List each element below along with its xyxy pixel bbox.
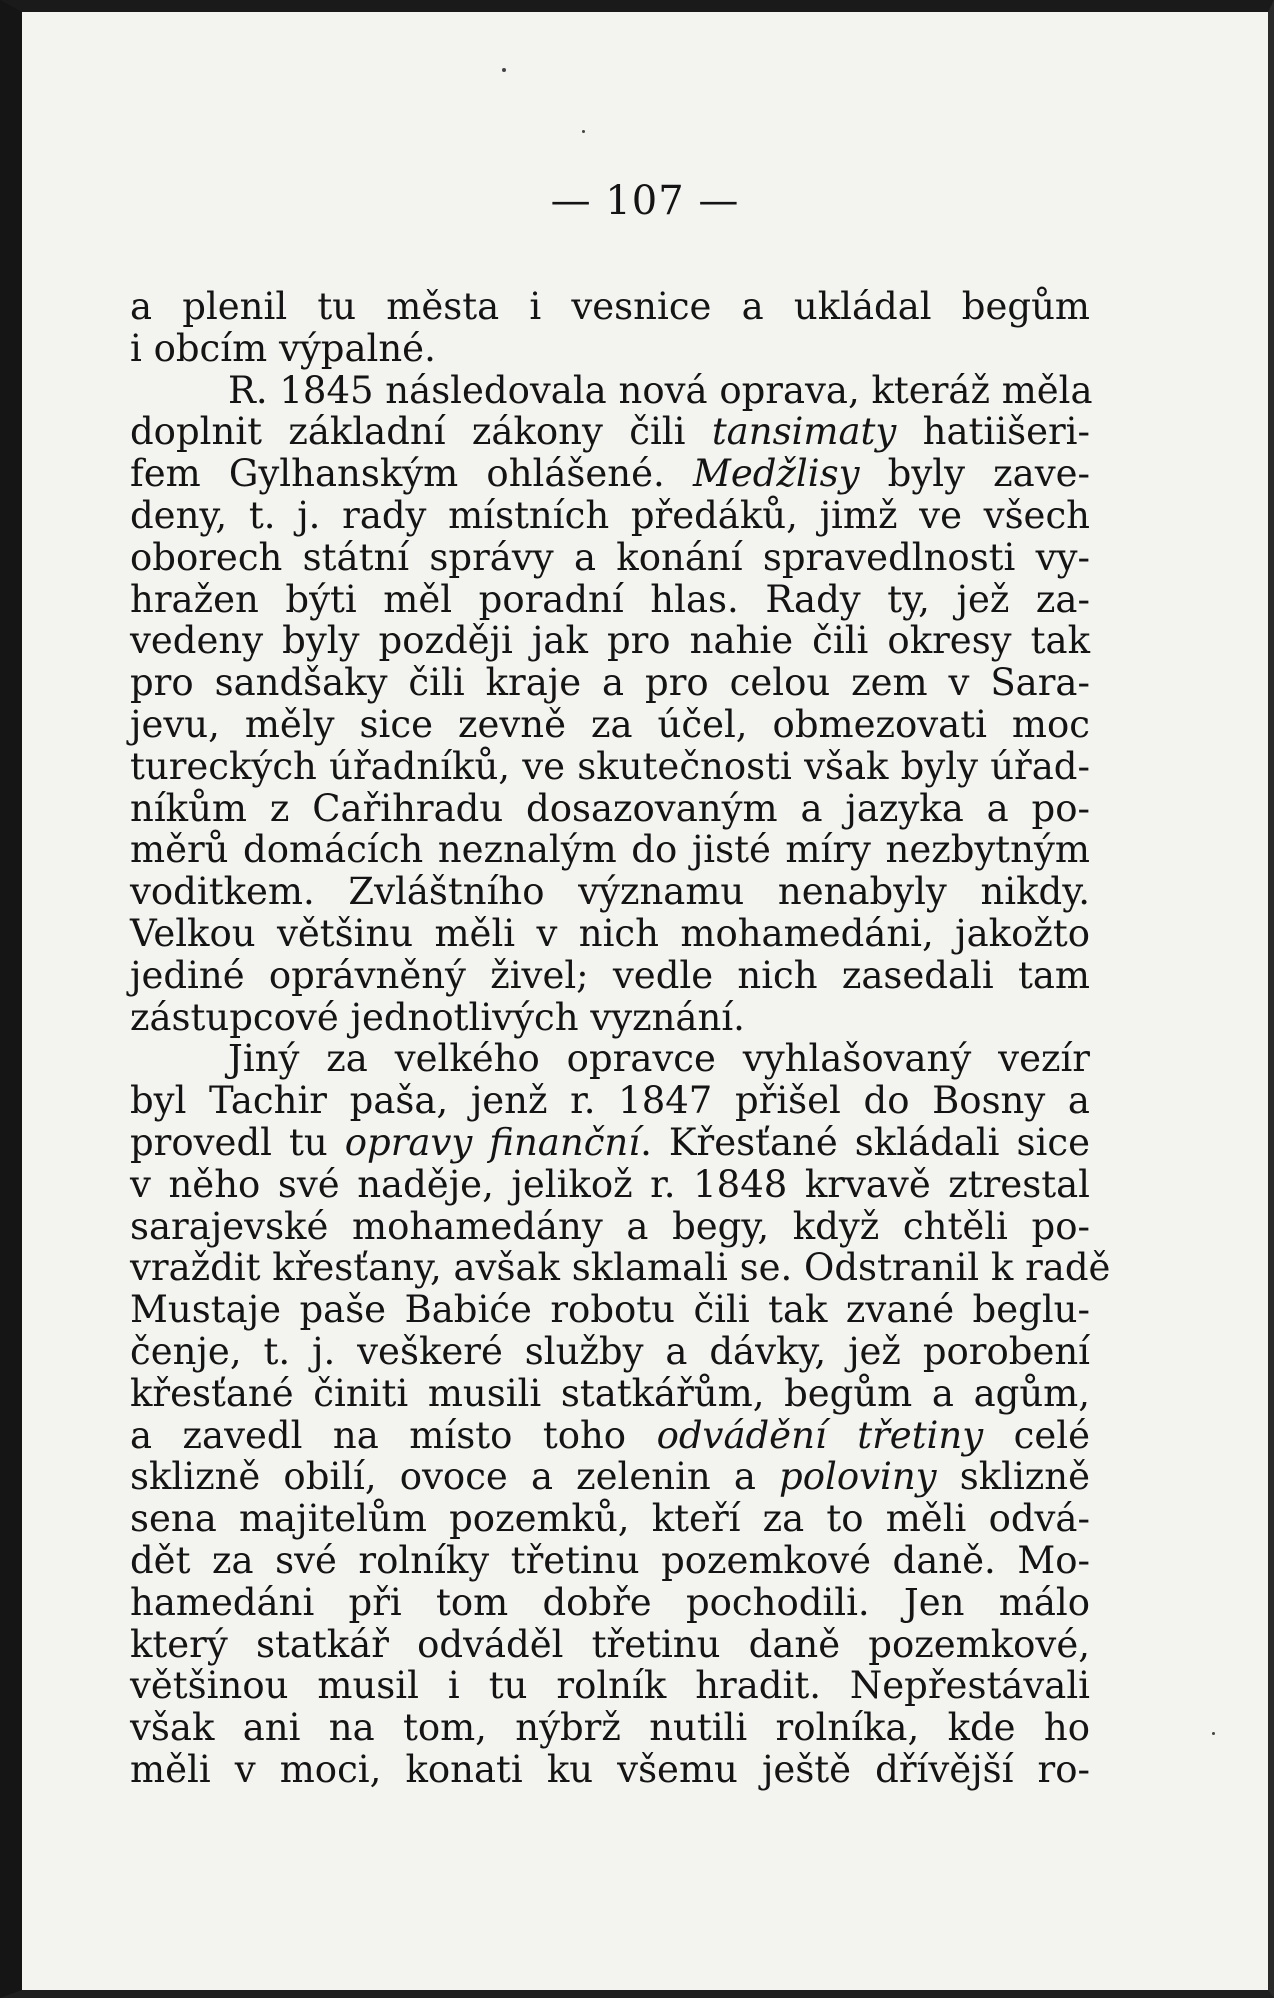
print-speck [1212,1732,1215,1735]
text-line: a zavedl na místo toho odvádění třetiny celé [130,1413,1090,1457]
text-line: čenje, t. j. veškeré služby a dávky, jež porobení [130,1329,1090,1373]
body-text [130,285,1111,1791]
text-line: deny, t. j. rady místních předáků, jimž ve všech [130,493,1090,537]
text-line: sarajevské mohamedány a begy, když chtěli po- [130,1204,1090,1248]
text-line: oborech státní správy a konání spravedlnosti vy- [130,535,1090,579]
text-line: jevu, měly sice zevně za účel, obmezovati moc [130,702,1090,746]
text-line: Velkou většinu měli v nich mohamedáni, jakožto [130,911,1090,955]
text-line: sklizně obilí, ovoce a zelenin a poloviny sklizně [130,1455,1091,1499]
italic-term: odvádění třetiny [656,1413,984,1457]
text-line: sena majitelům pozemků, kteří za to měli odvá- [130,1497,1090,1541]
print-speck [582,130,585,133]
text-line: jediné oprávněný živel; vedle nich zasedali tam [130,953,1090,997]
text-line: hražen býti měl poradní hlas. Rady ty, jež za- [130,577,1090,621]
text-line: vraždit křesťany, avšak sklamali se. Odstranil k radě [130,1246,1111,1290]
text-line: Mustaje paše Babiće robotu čili tak zvané beglu- [130,1288,1090,1332]
text-line: zástupcové jednotlivých vyznání. [130,995,745,1039]
text-line: který statkář odváděl třetinu daně pozemkové, [130,1622,1090,1666]
text-line: dět za své rolníky třetinu pozemkové daně. Mo- [130,1538,1090,1582]
text-line: R. 1845 následovala nová oprava, kteráž měla [228,368,1093,412]
text-line: hamedáni při tom dobře pochodili. Jen málo [130,1580,1090,1624]
text-line: fem Gylhanským ohlášené. Medžlisy byly zave- [130,452,1090,496]
italic-term: opravy finanční [344,1120,641,1164]
text-line: provedl tu opravy finanční. Křesťané skládali sice [130,1120,1090,1164]
text-line: Jiný za velkého opravce vyhlašovaný vezír [228,1037,1090,1081]
print-speck [502,68,506,72]
text-line: však ani na tom, nýbrž nutili rolníka, kde ho [130,1706,1090,1750]
text-line: měrů domácích neznalým do jisté míry nezbytným [130,828,1090,872]
italic-term: tansimaty [711,410,897,454]
text-line: většinou musil i tu rolník hradit. Nepřestávali [130,1664,1090,1708]
text-line: křesťané činiti musili statkářům, begům a agům, [130,1371,1090,1415]
text-line: i obcím výpalné. [130,326,436,370]
text-line: doplnit základní zákony čili tansimaty hatiišeri- [130,410,1090,454]
text-line: voditkem. Zvláštního významu nenabyly nikdy. [130,870,1090,914]
text-line: měli v moci, konati ku všemu ještě dřívější ro- [130,1747,1090,1791]
text-line: pro sandšaky čili kraje a pro celou zem v Sara- [130,661,1090,705]
text-line: a plenil tu města i vesnice a ukládal begům [130,285,1090,328]
text-line: tureckých úřadníků, ve skutečnosti však byly úřad- [130,744,1090,788]
text-line: byl Tachir paša, jenž r. 1847 přišel do Bosny a [130,1079,1090,1123]
italic-term: Medžlisy [692,452,860,496]
page-number: — 107 — [550,178,740,224]
text-line: níkům z Cařihradu dosazovaným a jazyka a po- [130,786,1090,830]
text-line: v něho své naděje, jelikož r. 1848 krvavě ztrestal [130,1162,1090,1206]
text-line: vedeny byly později jak pro nahie čili okresy tak [130,619,1090,663]
italic-term: poloviny [779,1455,937,1499]
